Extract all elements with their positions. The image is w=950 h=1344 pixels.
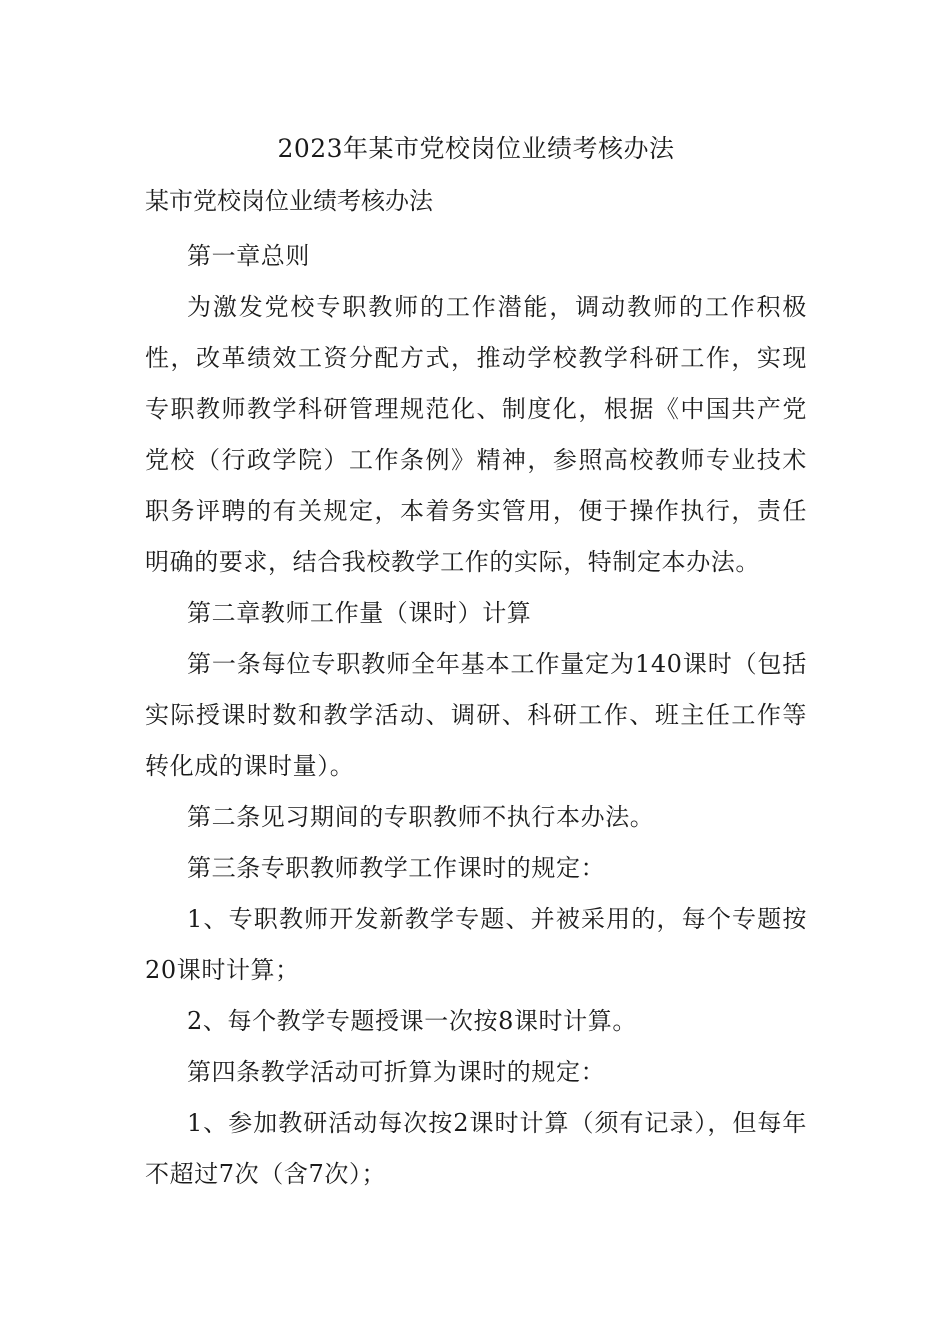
article-2: 第二条见习期间的专职教师不执行本办法。: [187, 803, 655, 831]
chapter-heading-1: 第一章总则: [187, 242, 310, 270]
article-4-item-1: 1、参加教研活动每次按2课时计算（须有记录），但每年不超过7次（含7次）；: [145, 1109, 807, 1188]
chapter-heading-2: 第二章教师工作量（课时）计算: [187, 599, 532, 627]
document-page: [145, 128, 807, 1200]
article-3-item-1: 1、专职教师开发新教学专题、并被采用的，每个专题按20课时计算；: [145, 905, 807, 984]
document-title: 2023年某市党校岗位业绩考核办法: [277, 134, 675, 163]
article-1: 第一条每位专职教师全年基本工作量定为140课时（包括实际授课时数和教学活动、调研、科研工作、班主任工作等转化成的课时量）。: [145, 650, 807, 780]
article-3-item-2: 2、每个教学专题授课一次按8课时计算。: [187, 1007, 637, 1035]
article-4: 第四条教学活动可折算为课时的规定：: [187, 1058, 606, 1086]
document-subtitle: 某市党校岗位业绩考核办法: [145, 187, 433, 215]
article-3: 第三条专职教师教学工作课时的规定：: [187, 854, 606, 882]
paragraph-preamble: 为激发党校专职教师的工作潜能，调动教师的工作积极性，改革绩效工资分配方式，推动学校教学科研工作，实现专职教师教学科研管理规范化、制度化，根据《中国共产党党校（行政学院）工作条例》精神，参照高校教师专业技术职务评聘的有关规定，本着务实管用，便于操作执行，责任明确的要求，结合我校教学工作的实际，特制定本办法。: [145, 293, 807, 576]
